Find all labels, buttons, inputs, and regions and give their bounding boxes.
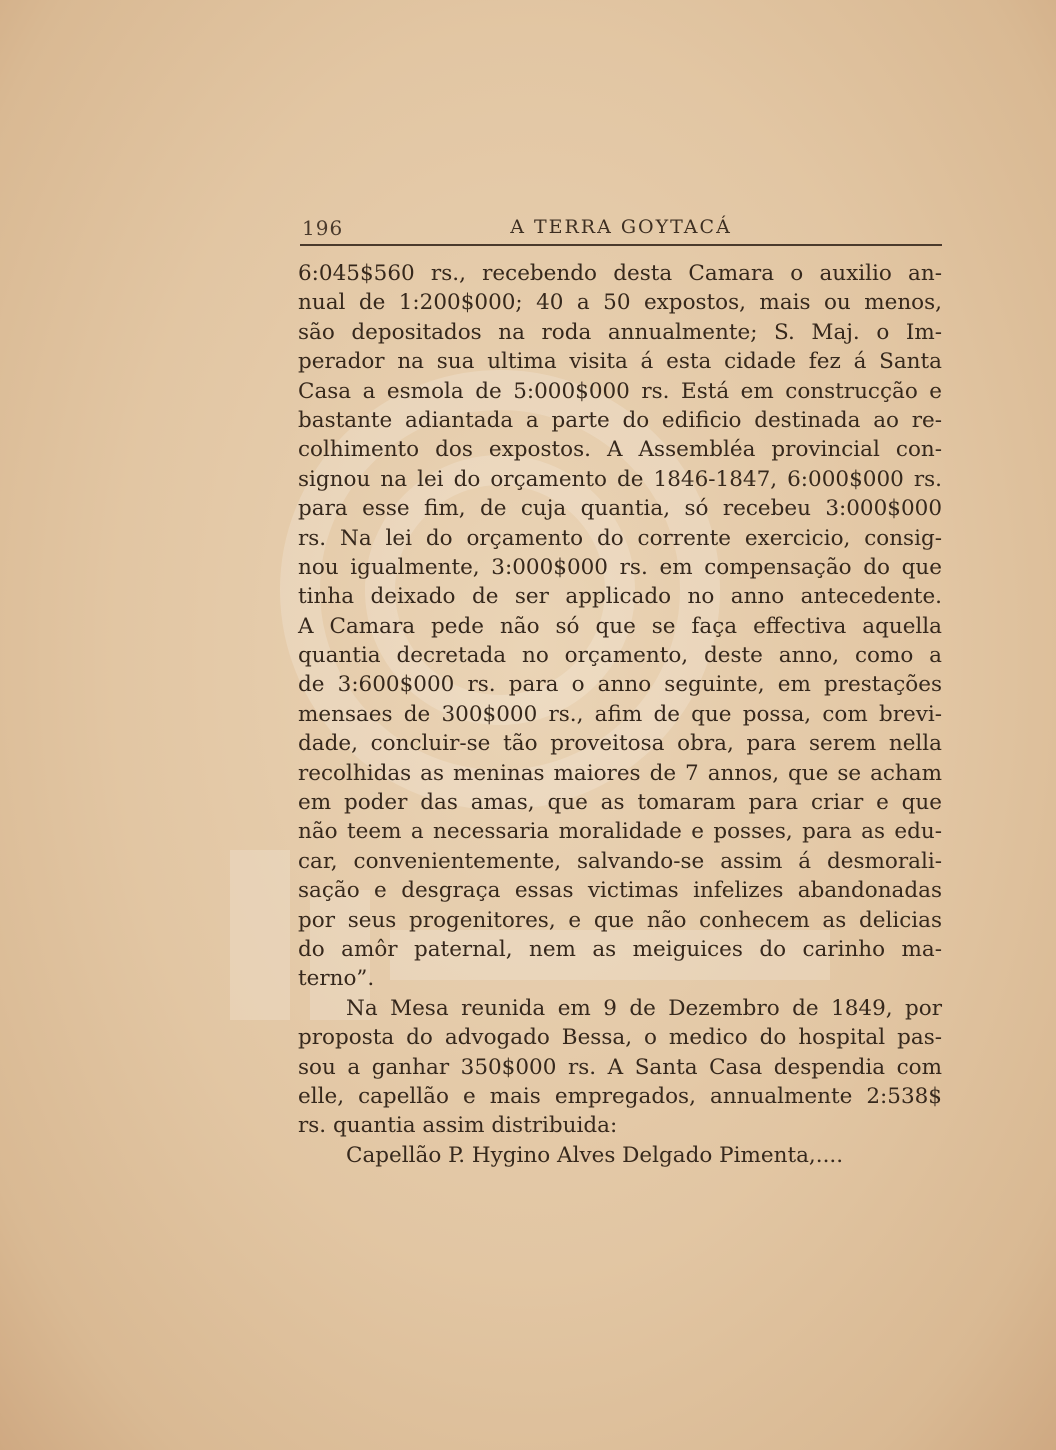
text-line: nou igualmente, 3:000$000 rs. em compensação do que — [298, 554, 942, 580]
text-line: sação e desgraça essas victimas infelizes abandonadas — [298, 878, 942, 904]
text-line: são depositados na roda annualmente; S. Maj. o Im- — [298, 319, 942, 345]
text-line-paragraph-end: terno”. — [298, 966, 375, 992]
text-line: recolhidas as meninas maiores de 7 annos, que se acham — [298, 760, 942, 786]
running-title: A TERRA GOYTACÁ — [510, 216, 732, 238]
text-line: Casa a esmola de 5:000$000 rs. Está em construcção e — [298, 378, 942, 404]
text-line: para esse fim, de cuja quantia, só recebeu 3:000$000 — [298, 496, 942, 522]
body-text — [298, 259, 942, 1170]
running-header — [300, 214, 942, 246]
text-line: elle, capellão e mais empregados, annualmente 2:538$ — [298, 1083, 942, 1109]
text-line: bastante adiantada a parte do edificio destinada ao re- — [298, 407, 942, 433]
text-line: colhimento dos expostos. A Assembléa provincial con- — [298, 437, 942, 463]
text-line: A Camara pede não só que se faça effectiva aquella — [298, 613, 942, 639]
text-line-paragraph-start: Na Mesa reunida em 9 de Dezembro de 1849, por — [346, 995, 942, 1021]
text-line: proposta do advogado Bessa, o medico do hospital pas- — [298, 1025, 942, 1051]
page-number: 196 — [302, 216, 344, 240]
text-line: quantia decretada no orçamento, deste anno, como a — [298, 643, 942, 669]
text-line: tinha deixado de ser applicado no anno antecedente. — [298, 584, 942, 610]
text-line: não teem a necessaria moralidade e posses, para as edu- — [298, 819, 942, 845]
text-line: sou a ganhar 350$000 rs. A Santa Casa despendia com — [298, 1054, 942, 1080]
text-line: por seus progenitores, e que não conhecem as delicias — [298, 907, 942, 933]
text-line: do amôr paternal, nem as meiguices do carinho ma- — [298, 936, 942, 962]
text-line: 6:045$560 rs., recebendo desta Camara o auxilio an- — [298, 261, 942, 286]
text-line: em poder das amas, que as tomaram para criar e que — [298, 790, 942, 816]
text-line: mensaes de 300$000 rs., afim de que possa, com brevi- — [298, 701, 942, 727]
text-line: car, convenientemente, salvando-se assim á desmorali- — [298, 848, 942, 874]
text-line: de 3:600$000 rs. para o anno seguinte, em prestações — [298, 672, 942, 698]
text-line: perador na sua ultima visita á esta cidade fez á Santa — [298, 349, 942, 375]
text-line: nual de 1:200$000; 40 a 50 expostos, mais ou menos, — [298, 290, 942, 316]
text-line: rs. Na lei do orçamento do corrente exercicio, consig- — [298, 525, 942, 551]
text-line: dade, concluir-se tão proveitosa obra, para serem nella — [298, 731, 942, 757]
text-line-list-entry: Capellão P. Hygino Alves Delgado Pimenta,.... — [346, 1142, 844, 1168]
text-line: signou na lei do orçamento de 1846-1847, 6:000$000 rs. — [298, 466, 942, 492]
text-line-paragraph-end: rs. quantia assim distribuida: — [298, 1113, 618, 1139]
